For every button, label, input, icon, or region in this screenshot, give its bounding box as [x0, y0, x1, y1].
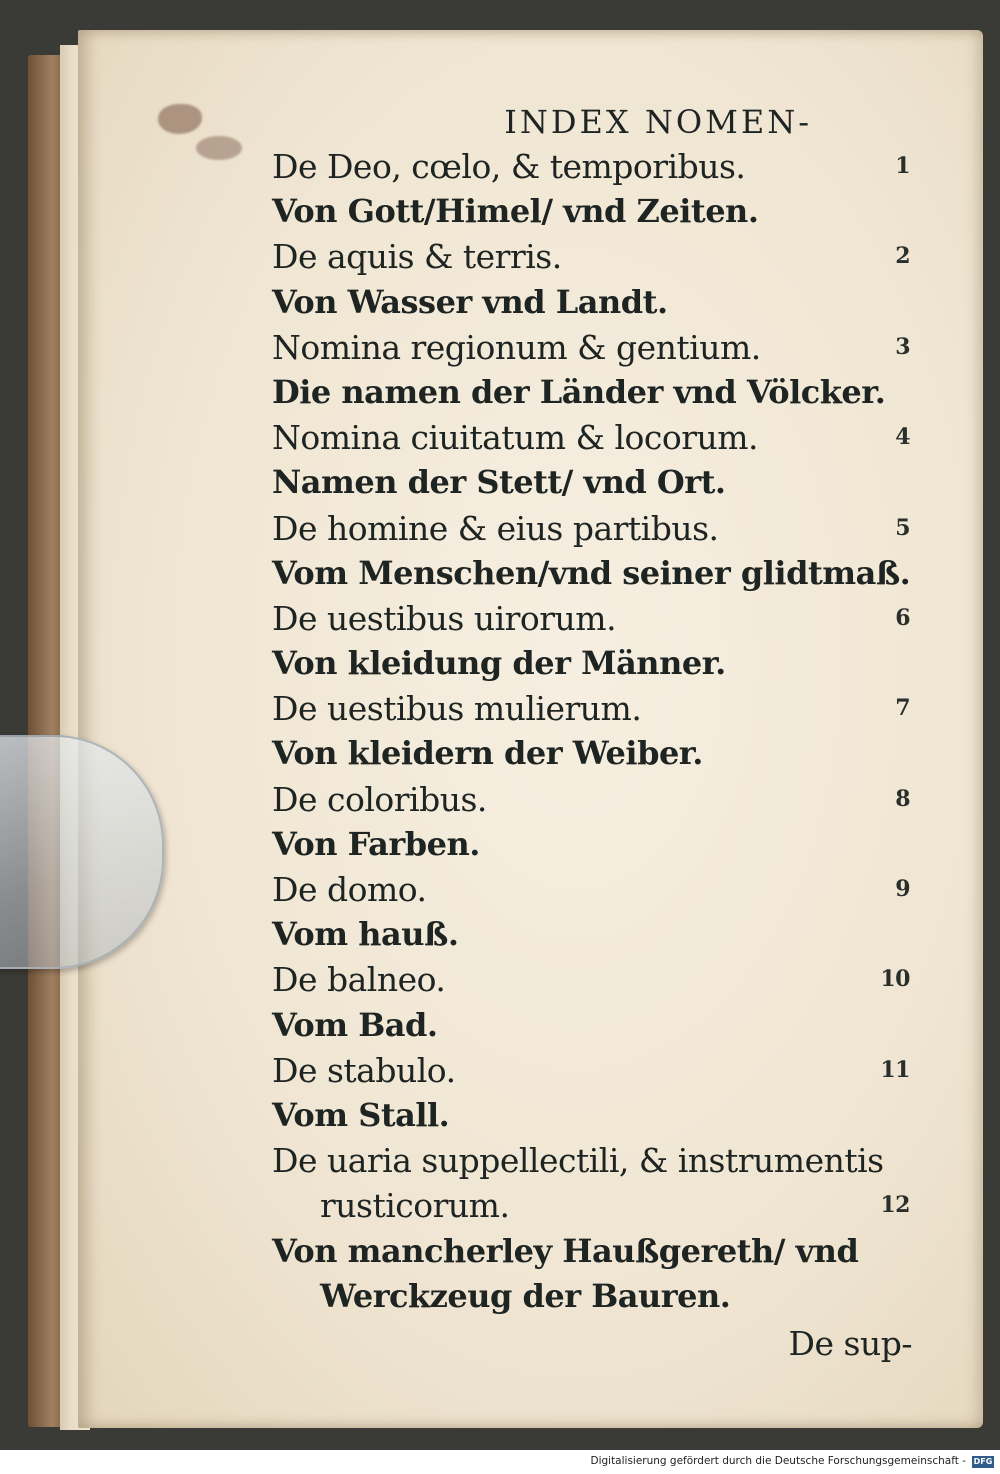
- index-entry: [272, 1003, 932, 1048]
- index-entry: [272, 1093, 932, 1138]
- entry-text: De balneo.: [272, 960, 446, 1000]
- index-entry: [272, 189, 932, 234]
- entry-text: Vom hauß.: [272, 915, 459, 954]
- entry-text: rusticorum.: [320, 1186, 510, 1226]
- entry-number: 11: [880, 1056, 910, 1083]
- entry-number: 4: [895, 424, 910, 451]
- index-entry: [272, 280, 932, 325]
- entry-text: Von mancherley Haußgereth/ vnd: [272, 1231, 859, 1270]
- entry-text: Vom Stall.: [272, 1095, 450, 1134]
- index-entry: [272, 1138, 932, 1183]
- entry-text: Von Gott/Himel/ vnd Zeiten.: [272, 192, 759, 231]
- entry-text: De Deo, cœlo, & temporibus.: [272, 147, 746, 186]
- entry-number: 8: [895, 785, 910, 812]
- entry-text: Vom Bad.: [272, 1005, 438, 1044]
- entry-number: 12: [880, 1192, 910, 1219]
- index-text-block: [272, 100, 932, 1369]
- index-entry: [272, 234, 932, 279]
- entry-number: 10: [880, 966, 910, 993]
- entry-text: De coloribus.: [272, 779, 487, 819]
- entry-number: 3: [895, 333, 910, 360]
- index-entry: [272, 1048, 932, 1093]
- entry-text: De homine & eius partibus.: [272, 508, 719, 548]
- entry-text: Werckzeug der Bauren.: [320, 1276, 731, 1315]
- dfg-logo-icon: DFG: [973, 1456, 993, 1466]
- index-entry: [272, 596, 932, 641]
- entry-number: 7: [895, 695, 910, 722]
- entry-text: De uestibus mulierum.: [272, 689, 642, 729]
- index-entry: [272, 460, 932, 505]
- index-entry: [272, 1229, 932, 1274]
- index-entry: [272, 325, 932, 370]
- entry-text: De domo.: [272, 870, 427, 909]
- index-entry: [272, 1274, 932, 1319]
- entry-text: De uestibus uirorum.: [272, 598, 617, 638]
- index-entry: [272, 822, 932, 867]
- index-entry: [272, 370, 932, 415]
- index-entry: [272, 777, 932, 822]
- page-header: INDEX NOMEN-: [504, 103, 812, 141]
- catchword: De sup-: [788, 1323, 912, 1363]
- entry-text: De uaria suppellectili, & instrumentis: [272, 1141, 884, 1181]
- entry-text: De stabulo.: [272, 1050, 456, 1090]
- entry-text: Namen der Stett/ vnd Ort.: [272, 463, 726, 502]
- ink-stain-small: [196, 136, 242, 160]
- entry-number: 9: [895, 876, 910, 902]
- entry-text: Von kleidern der Weiber.: [272, 734, 703, 773]
- digitization-footer: [0, 1450, 1000, 1473]
- index-entry: [272, 957, 932, 1002]
- index-entry: [272, 641, 932, 686]
- entry-number: 6: [895, 604, 910, 631]
- entry-text: Nomina ciuitatum & locorum.: [272, 418, 759, 458]
- entry-text: Von Wasser vnd Landt.: [272, 282, 668, 321]
- index-entry: [272, 1183, 932, 1228]
- index-entry: [272, 415, 932, 460]
- index-entry: [272, 867, 932, 912]
- index-entry: [272, 686, 932, 731]
- index-entry: [272, 912, 932, 957]
- entry-number: 5: [895, 514, 910, 541]
- entry-text: Von kleidung der Männer.: [272, 644, 726, 683]
- entry-text: Nomina regionum & gentium.: [272, 327, 761, 367]
- index-entry: [272, 731, 932, 776]
- entry-number: 2: [895, 243, 910, 270]
- entry-text: Vom Menschen/vnd seiner glidtmaß.: [272, 553, 911, 592]
- entry-number: 1: [895, 153, 910, 179]
- entry-text: De aquis & terris.: [272, 237, 562, 277]
- index-entry: [272, 551, 932, 596]
- entry-text: Von Farben.: [272, 824, 480, 863]
- index-entry: [272, 506, 932, 551]
- footer-credit: Digitalisierung gefördert durch die Deutsche Forschungsgemeinschaft -: [590, 1455, 966, 1467]
- index-entry: [272, 144, 932, 189]
- entry-text: Die namen der Länder vnd Völcker.: [272, 372, 886, 411]
